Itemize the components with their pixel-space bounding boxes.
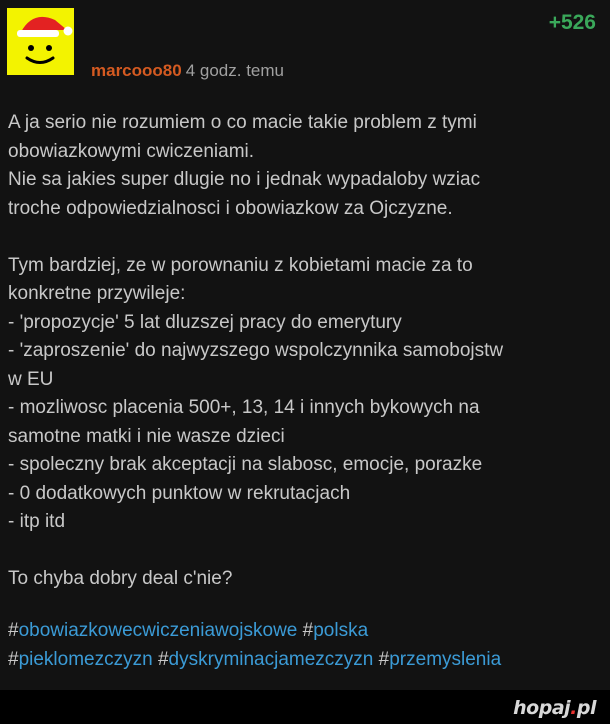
author-link[interactable]: marcooo80 [91,61,182,80]
tag-list [8,617,603,674]
tag-item[interactable]: #polska [302,620,369,641]
tag-link[interactable]: przemyslenia [389,648,502,670]
tag-link[interactable]: polska [313,620,369,641]
post-time: 4 godz. temu [185,61,284,80]
tag-item[interactable]: #dyskryminacjamezczyzn [157,648,374,670]
tag-link[interactable]: dyskryminacjamezczyzn [168,648,374,670]
tag-item[interactable]: #obowiazkowecwiczeniawojskowe [8,620,298,641]
tag-item[interactable]: #pieklomezczyzn [8,648,153,670]
watermark-logo [513,697,596,719]
watermark-name: hopaj [513,697,571,719]
santa-smiley-avatar-icon[interactable] [7,8,74,75]
watermark-dot: . [570,697,577,719]
tag-link[interactable]: pieklomezczyzn [18,648,153,670]
post-meta [91,61,284,81]
watermark-tld: pl [576,697,596,719]
tag-item[interactable]: #przemyslenia [378,648,502,670]
post-body: A ja serio nie rozumiem o co macie takie problem z tymi obowiazkowymi cwiczeniami. Nie sa jakies super dlugie no i jednak wypadaloby wziac troche odpowiedzialnosci i obowiazkow za Ojczyzne. Tym bardziej, ze w porownaniu z kobietami macie za to konkretne przywileje: - 'propozycje' 5 lat dluzszej pracy do emerytury - 'zaproszenie' do najwyzszego wspolczynnika samobojstw w EU - mozliwosc placenia 500+, 13, 14 i innych bykowych na samotne matki i nie wasze dzieci - spoleczny brak akceptacji na slabosc, emocje, porazke - 0 dodatkowych punktow w rekrutacjach - itp itd To chyba dobry deal c'nie? [8,112,504,589]
tag-link[interactable]: obowiazkowecwiczeniawojskowe [18,620,298,641]
vote-count[interactable]: +526 [548,11,596,34]
